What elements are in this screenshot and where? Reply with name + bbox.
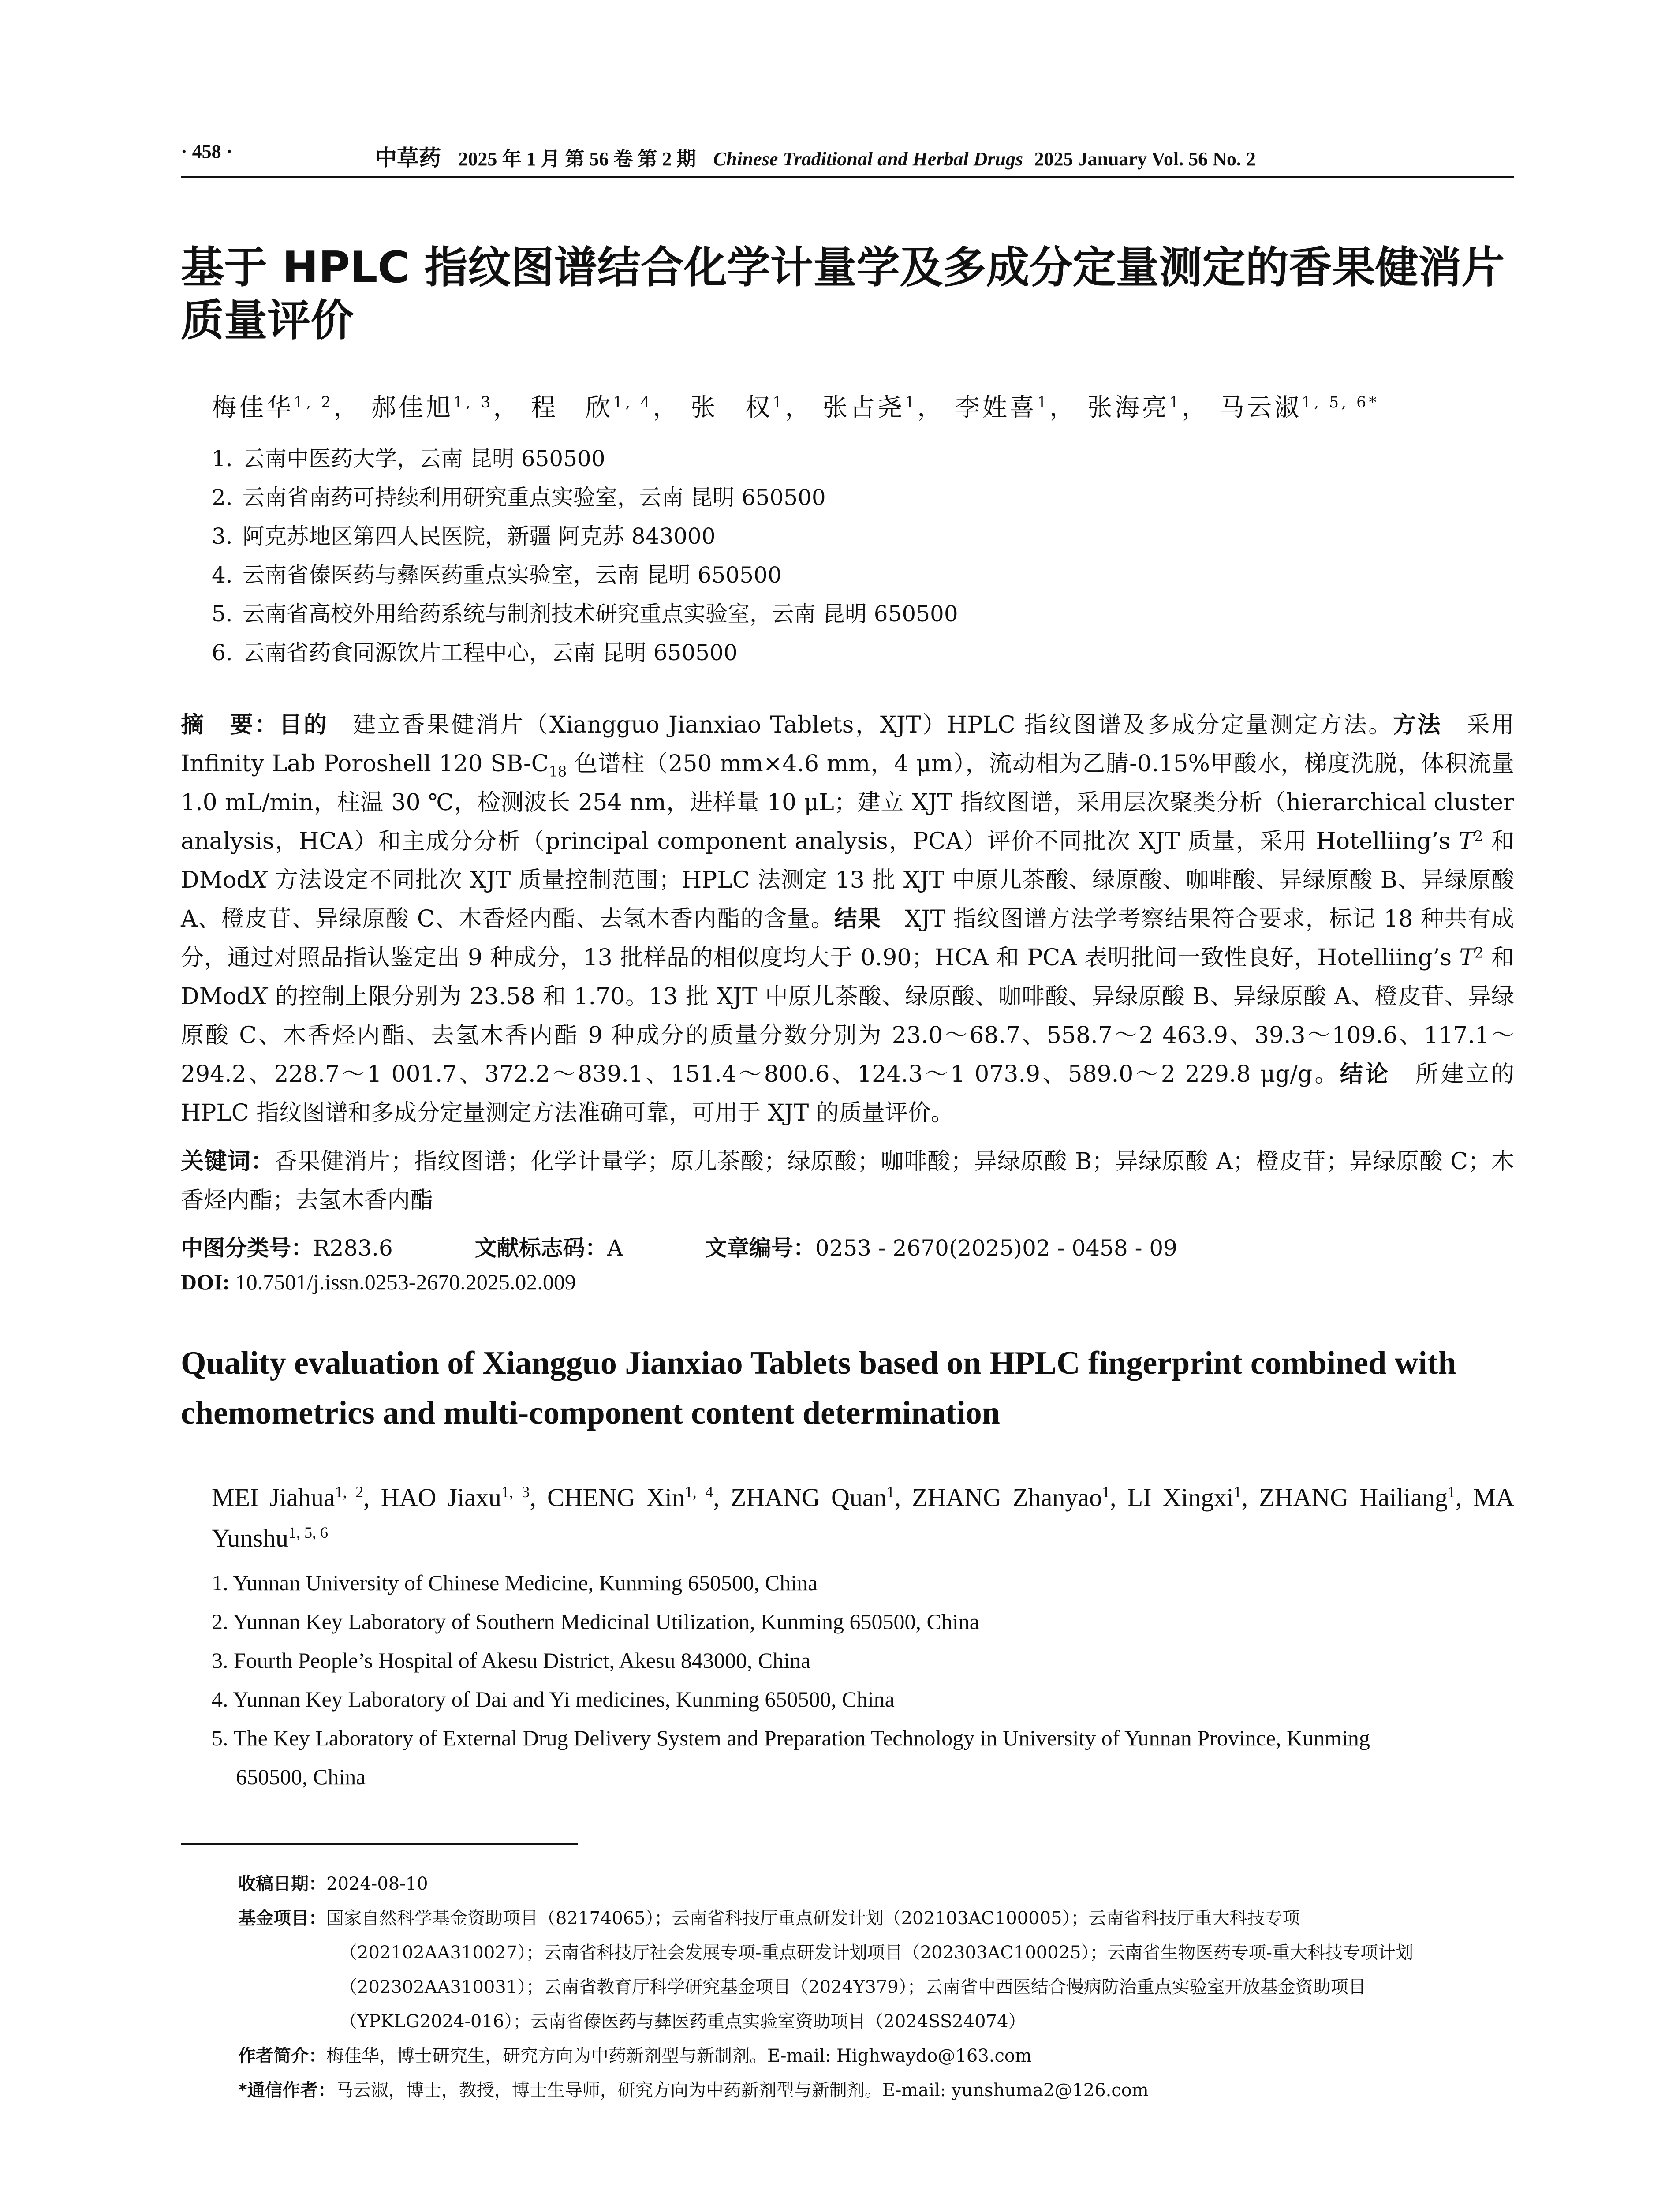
author-cn: 李姓喜$^1$， — [955, 393, 1077, 422]
author-cn: 张 权$^1$， — [691, 393, 813, 422]
affiliation-cn: 1. 云南中医药大学，云南 昆明 650500 — [212, 446, 605, 471]
article-number: 0253 - 2670(2025)02 - 0458 - 09 — [815, 1235, 1178, 1261]
classification-row: 中图分类号：R283.6 文献标志码：A 文章编号：0253 - 2670(2025)02 - 0458 - 09 — [181, 1235, 1178, 1261]
affiliation-cn: 5. 云南省高校外用给药系统与制剂技术研究重点实验室，云南 昆明 650500 — [212, 601, 958, 627]
author-en: MA Yunshu$^{1, 5, 6}$ — [212, 1483, 1515, 1552]
affiliation-en: 2. Yunnan Key Laboratory of Southern Medicinal Utilization, Kunming 650500, China — [212, 1609, 979, 1634]
doc-code: A — [607, 1235, 623, 1261]
corresponding-author: *通信作者：马云淑，博士，教授，博士生导师，研究方向为中药新剂型与新制剂。E-mail: yunshuma2@126.com — [238, 2080, 1149, 2100]
journal-name-cn: 中草药 — [375, 145, 441, 171]
author-cn: 马云淑$^{1, 5, 6*}$ — [1219, 393, 1379, 422]
author-en: ZHANG Hailiang$^1$, — [1259, 1483, 1473, 1512]
clc-number: R283.6 — [313, 1235, 393, 1261]
issue-cn: 2025 年 1 月 第 56 卷 第 2 期 — [458, 148, 696, 170]
author-en: CHENG Xin$^{1, 4}$, — [547, 1483, 731, 1512]
author-cn: 程 欣$^{1, 4}$， — [531, 393, 680, 422]
affiliation-en: 650500, China — [236, 1764, 366, 1789]
author-en: ZHANG Zhanyao$^1$, — [912, 1483, 1127, 1512]
affiliation-cn: 3. 阿克苏地区第四人民医院，新疆 阿克苏 843000 — [212, 523, 716, 549]
author-en: LI Xingxi$^1$, — [1127, 1483, 1259, 1512]
affiliation-en: 5. The Key Laboratory of External Drug Delivery System and Preparation Technology in University of Yunnan Province, Kunming — [212, 1726, 1370, 1750]
affiliation-en: 1. Yunnan University of Chinese Medicine, Kunming 650500, China — [212, 1570, 818, 1595]
fund-line: （202102AA310027）；云南省科技厅社会发展专项-重点研发计划项目（202303AC100025）；云南省生物医药专项-重大科技专项计划 — [340, 1943, 1414, 1963]
affiliation-en: 4. Yunnan Key Laboratory of Dai and Yi medicines, Kunming 650500, China — [212, 1687, 895, 1712]
author-bio: 作者简介：梅佳华，博士研究生，研究方向为中药新剂型与新制剂。E-mail: Highwaydo@163.com — [238, 2046, 1032, 2066]
received-date: 收稿日期：2024-08-10 — [238, 1874, 428, 1894]
author-cn: 梅佳华$^{1, 2}$， — [212, 393, 361, 422]
title-en: Quality evaluation of Xiangguo Jianxiao Tablets based on HPLC fingerprint combined with chemometrics and multi-component content determination — [181, 1345, 1456, 1431]
header-rule — [181, 176, 1514, 178]
page-number: · 458 · — [181, 141, 233, 162]
fund-line: （202302AA310031）；云南省教育厅科学研究基金项目（2024Y379）；云南省中西医结合慢病防治重点实验室开放基金资助项目 — [340, 1977, 1366, 1997]
author-en: MEI Jiahua$^{1, 2}$, — [212, 1483, 381, 1512]
issue-en: 2025 January Vol. 56 No. 2 — [1034, 148, 1256, 170]
affiliation-cn: 4. 云南省傣医药与彝医药重点实验室，云南 昆明 650500 — [212, 562, 782, 588]
abstract: 摘 要：目的 建立香果健消片（Xiangguo Jianxiao Tablets，XJT）HPLC 指纹图谱及多成分定量测定方法。方法 采用 Infinity Lab Poroshell 120 $SB-C_{18}$ 色谱柱（250 mm×4.6 mm，4 μm），流动相为乙腈-0.15%甲酸水，梯度洗脱，体积流量 1.0 mL/min，柱温 30 ℃，检测波长 254 nm，进样量 10 μL；建立 XJT 指纹图谱，采用层次聚类分析（hierarchical cluster analysis，HCA）和主成分分析（principal component analysis，PCA）评价不同批次 XJT 质量，采用 Hotelliing’s $T^2$ 和 DModX 方法设定不同批次 XJT 质量控制范围；HPLC 法测定 13 批 XJT 中原儿茶酸、绿原酸、咖啡酸、异绿原酸 B、异绿原酸 A、橙皮苷、异绿原酸 C、木香烃内酯、去氢木香内酯的含量。结果 XJT 指纹图谱方法学考察结果符合要求，标记 18 种共有成分，通过对照品指认鉴定出 9 种成分，13 批样品的相似度均大于 0.90；HCA 和 PCA 表明批间一致性良好，Hotelliing’s $T^2$ 和 DModX 的控制上限分别为 23.58 和 1.70。13 批 XJT 中原儿茶酸、绿原酸、咖啡酸、异绿原酸 B、异绿原酸 A、橙皮苷、异绿原酸 C、木香烃内酯、去氢木香内酯 9 种成分的质量分数分别为 23.0～68.7、558.7～2 463.9、39.3～109.6、117.1～294.2、228.7～1 001.7、372.2～839.1、151.4～800.6、124.3～1 073.9、589.0～2 229.8 μg/g。结论 所建立的 HPLC 指纹图谱和多成分定量测定方法准确可靠，可用于 XJT 的质量评价。 — [181, 712, 1515, 1126]
keywords: 关键词：香果健消片；指纹图谱；化学计量学；原儿茶酸；绿原酸；咖啡酸；异绿原酸 B；异绿原酸 A；橙皮苷；异绿原酸 C；木香烃内酯；去氢木香内酯 — [181, 1148, 1514, 1214]
affiliation-en: 3. Fourth People’s Hospital of Akesu District, Akesu 843000, China — [212, 1648, 811, 1673]
affiliation-cn: 6. 云南省药食同源饮片工程中心，云南 昆明 650500 — [212, 640, 738, 665]
authors-cn — [212, 388, 1379, 423]
authors-en — [212, 1477, 1514, 1558]
footnote-rule — [181, 1843, 578, 1845]
doi-value: 10.7501/j.issn.0253-2670.2025.02.009 — [235, 1270, 576, 1294]
author-en: ZHANG Quan$^1$, — [730, 1483, 912, 1512]
journal-header — [375, 140, 1256, 172]
author-cn: 郝佳旭$^{1, 3}$， — [371, 393, 521, 422]
author-cn: 张海亮$^1$， — [1087, 393, 1210, 422]
affiliation-cn: 2. 云南省南药可持续利用研究重点实验室，云南 昆明 650500 — [212, 485, 826, 510]
author-cn: 张占尧$^1$， — [823, 393, 945, 422]
doi-row: DOI: 10.7501/j.issn.0253-2670.2025.02.009 — [181, 1270, 576, 1294]
title-cn: 基于 HPLC 指纹图谱结合化学计量学及多成分定量测定的香果健消片质量评价 — [181, 243, 1505, 346]
journal-name-en: Chinese Traditional and Herbal Drugs — [713, 148, 1023, 170]
author-en: HAO Jiaxu$^{1, 3}$, — [381, 1483, 547, 1512]
fund-line: （YPKLG2024-016）；云南省傣医药与彝医药重点实验室资助项目（2024SS24074） — [340, 2011, 1026, 2032]
fund-line: 基金项目：国家自然科学基金资助项目（82174065）；云南省科技厅重点研发计划（202103AC100005）；云南省科技厅重大科技专项 — [238, 1908, 1300, 1928]
